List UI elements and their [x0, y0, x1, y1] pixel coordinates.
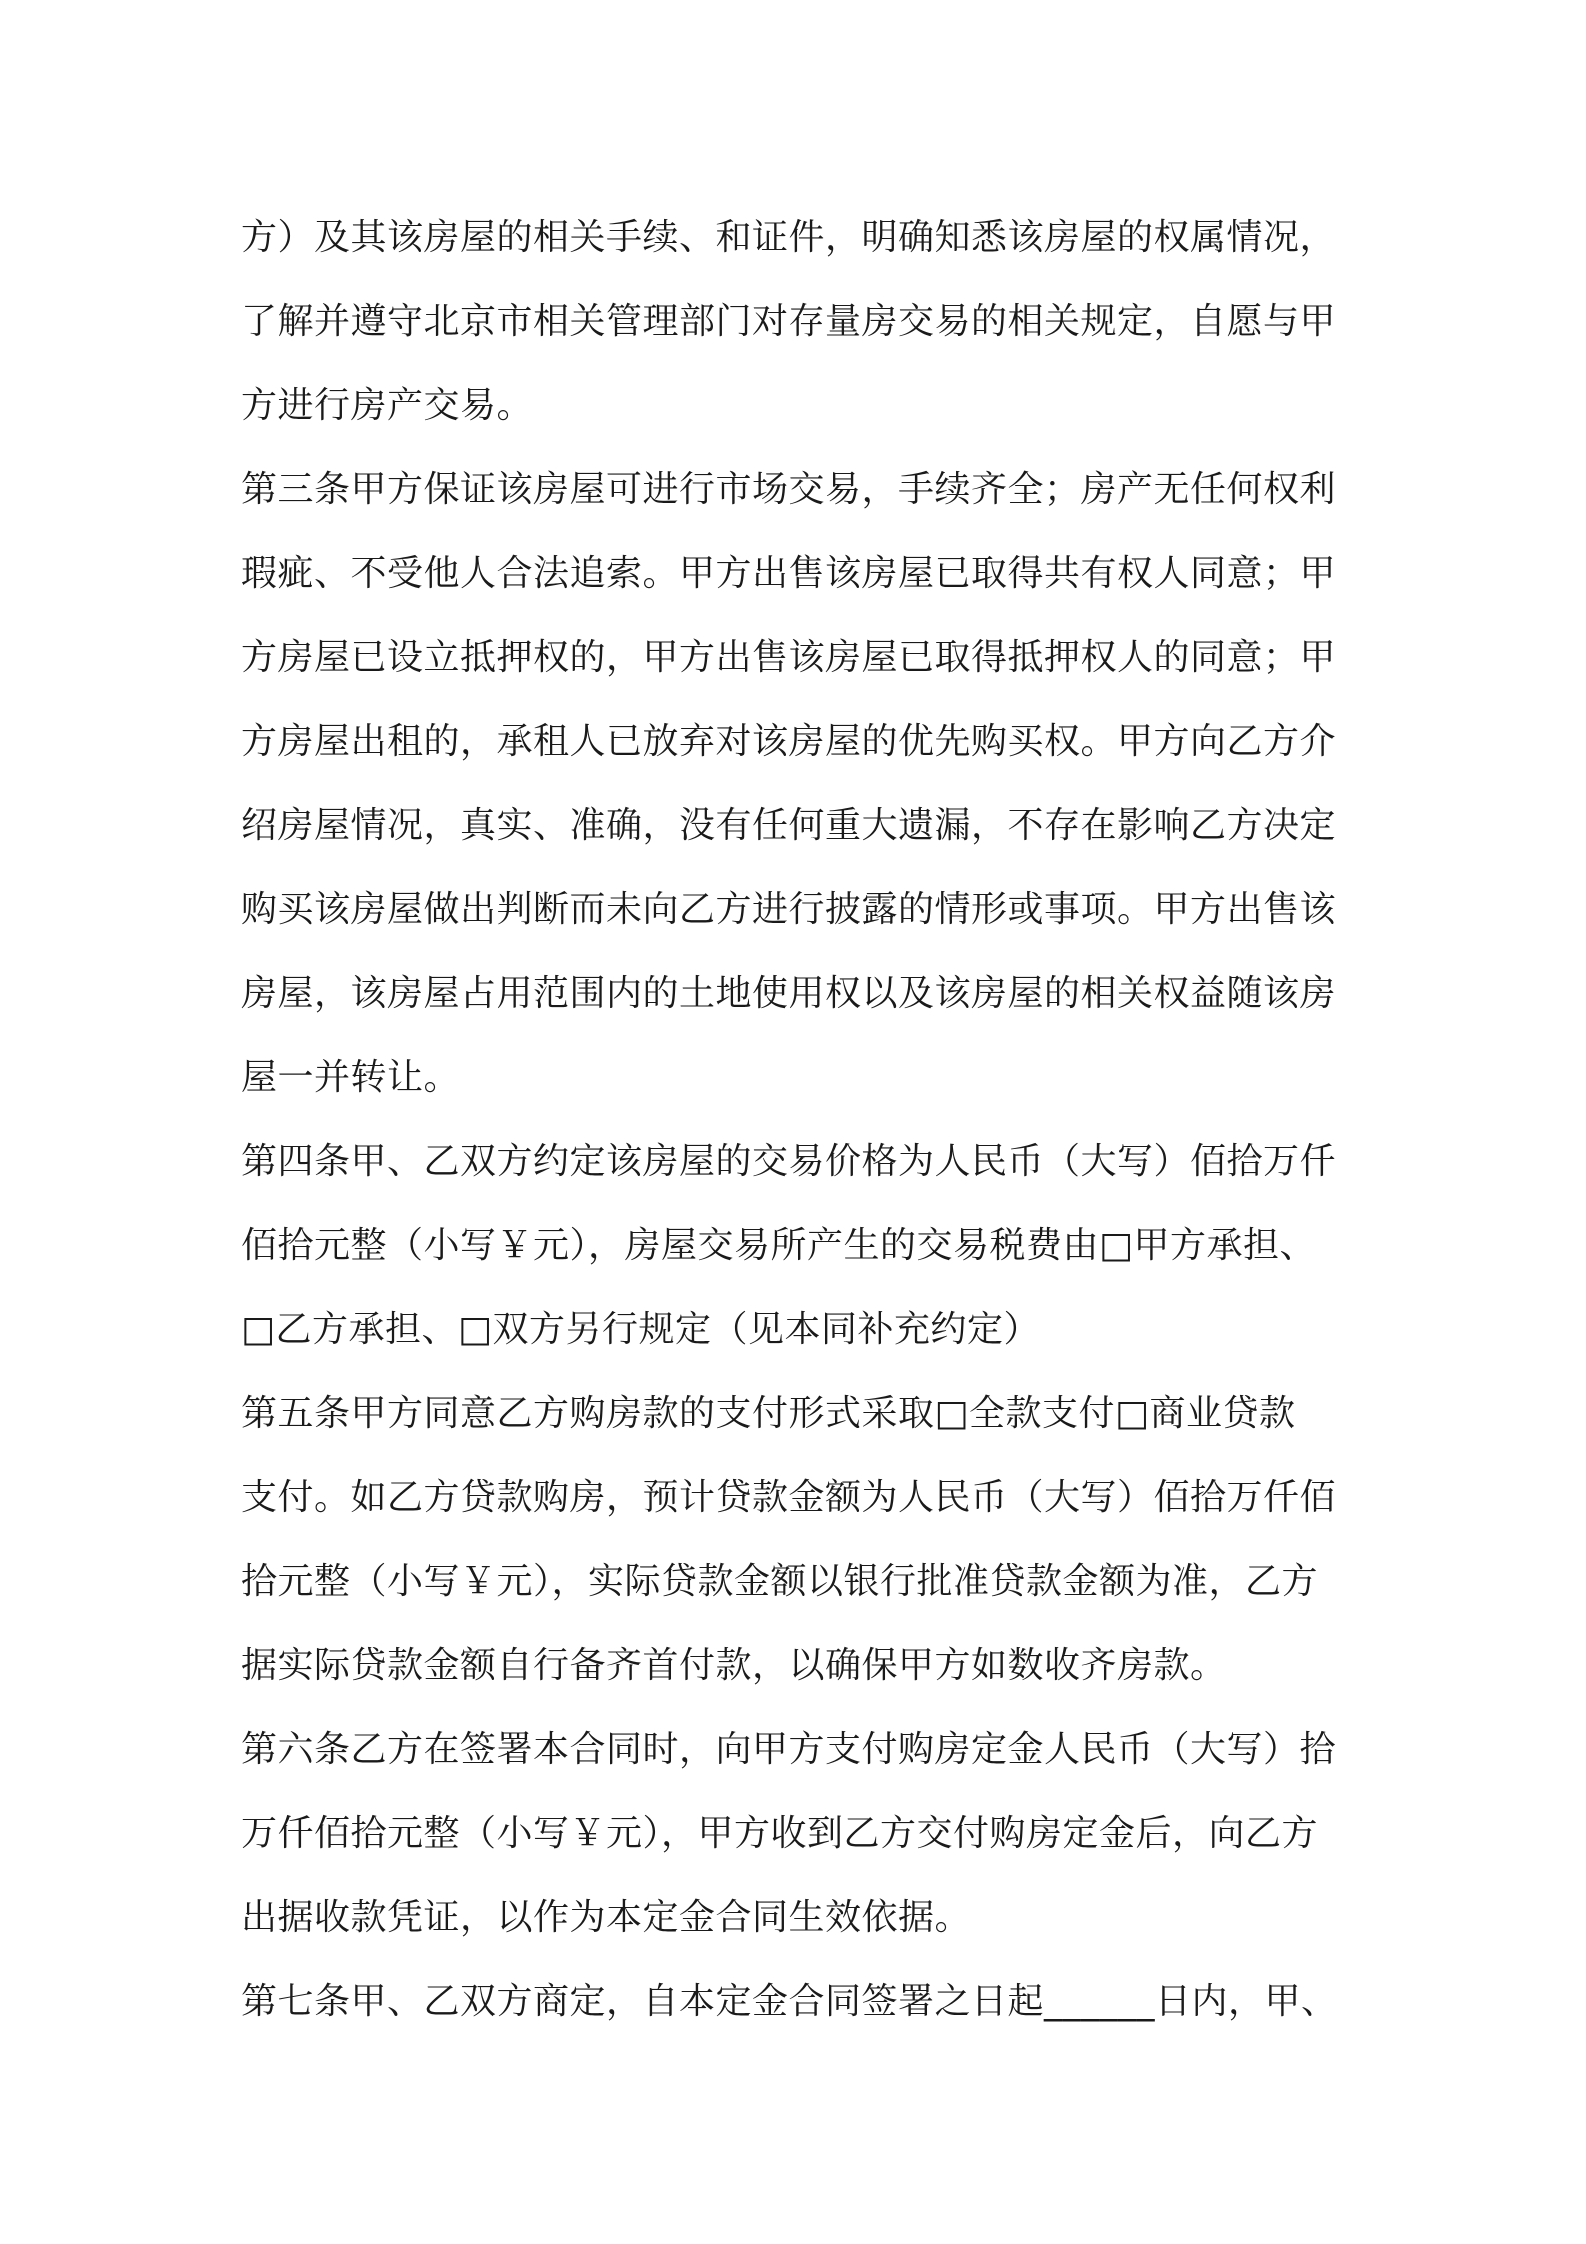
clause-5-line: 第五条甲方同意乙方购房款的支付形式采取□全款支付□商业贷款 — [241, 1393, 1296, 1434]
text-line: 房屋，该房屋占用范围内的土地使用权以及该房屋的相关权益随该房 — [241, 973, 1337, 1014]
clause-6-line: 第六条乙方在签署本合同时，向甲方支付购房定金人民币（大写）拾 — [241, 1729, 1337, 1770]
text-line: 支付。如乙方贷款购房，预计贷款金额为人民币（大写）佰拾万仟佰 — [241, 1477, 1337, 1518]
text-line: 据实际贷款金额自行备齐首付款，以确保甲方如数收齐房款。 — [241, 1645, 1227, 1686]
text-line: 了解并遵守北京市相关管理部门对存量房交易的相关规定，自愿与甲 — [241, 301, 1337, 342]
text-line: 方房屋已设立抵押权的，甲方出售该房屋已取得抵押权人的同意；甲 — [241, 637, 1337, 678]
clause-3-line: 第三条甲方保证该房屋可进行市场交易，手续齐全；房产无任何权利 — [241, 469, 1337, 510]
text-line: □乙方承担、□双方另行规定（见本同补充约定） — [241, 1309, 1041, 1350]
text-line: 瑕疵、不受他人合法追索。甲方出售该房屋已取得共有权人同意；甲 — [241, 553, 1337, 594]
text-line: 佰拾元整（小写￥元），房屋交易所产生的交易税费由□甲方承担、 — [241, 1225, 1317, 1266]
text-line: 方房屋出租的，承租人已放弃对该房屋的优先购买权。甲方向乙方介 — [241, 721, 1337, 762]
contract-text — [241, 196, 1361, 2044]
text-line: 出据收款凭证，以作为本定金合同生效依据。 — [241, 1897, 972, 1938]
clause-7-line: 第七条甲、乙双方商定，自本定金合同签署之日起______日内，甲、 — [241, 1981, 1338, 2022]
text-line: 屋一并转让。 — [241, 1057, 461, 1098]
clause-4-line: 第四条甲、乙双方约定该房屋的交易价格为人民币（大写）佰拾万仟 — [241, 1141, 1337, 1182]
text-line: 拾元整（小写￥元），实际贷款金额以银行批准贷款金额为准，乙方 — [241, 1561, 1319, 1602]
text-line: 方）及其该房屋的相关手续、和证件，明确知悉该房屋的权属情况， — [241, 217, 1337, 258]
text-line: 购买该房屋做出判断而未向乙方进行披露的情形或事项。甲方出售该 — [241, 889, 1337, 930]
text-line: 万仟佰拾元整（小写￥元），甲方收到乙方交付购房定金后，向乙方 — [241, 1813, 1319, 1854]
text-line: 绍房屋情况，真实、准确，没有任何重大遗漏，不存在影响乙方决定 — [241, 805, 1337, 846]
text-line: 方进行房产交易。 — [241, 385, 534, 426]
